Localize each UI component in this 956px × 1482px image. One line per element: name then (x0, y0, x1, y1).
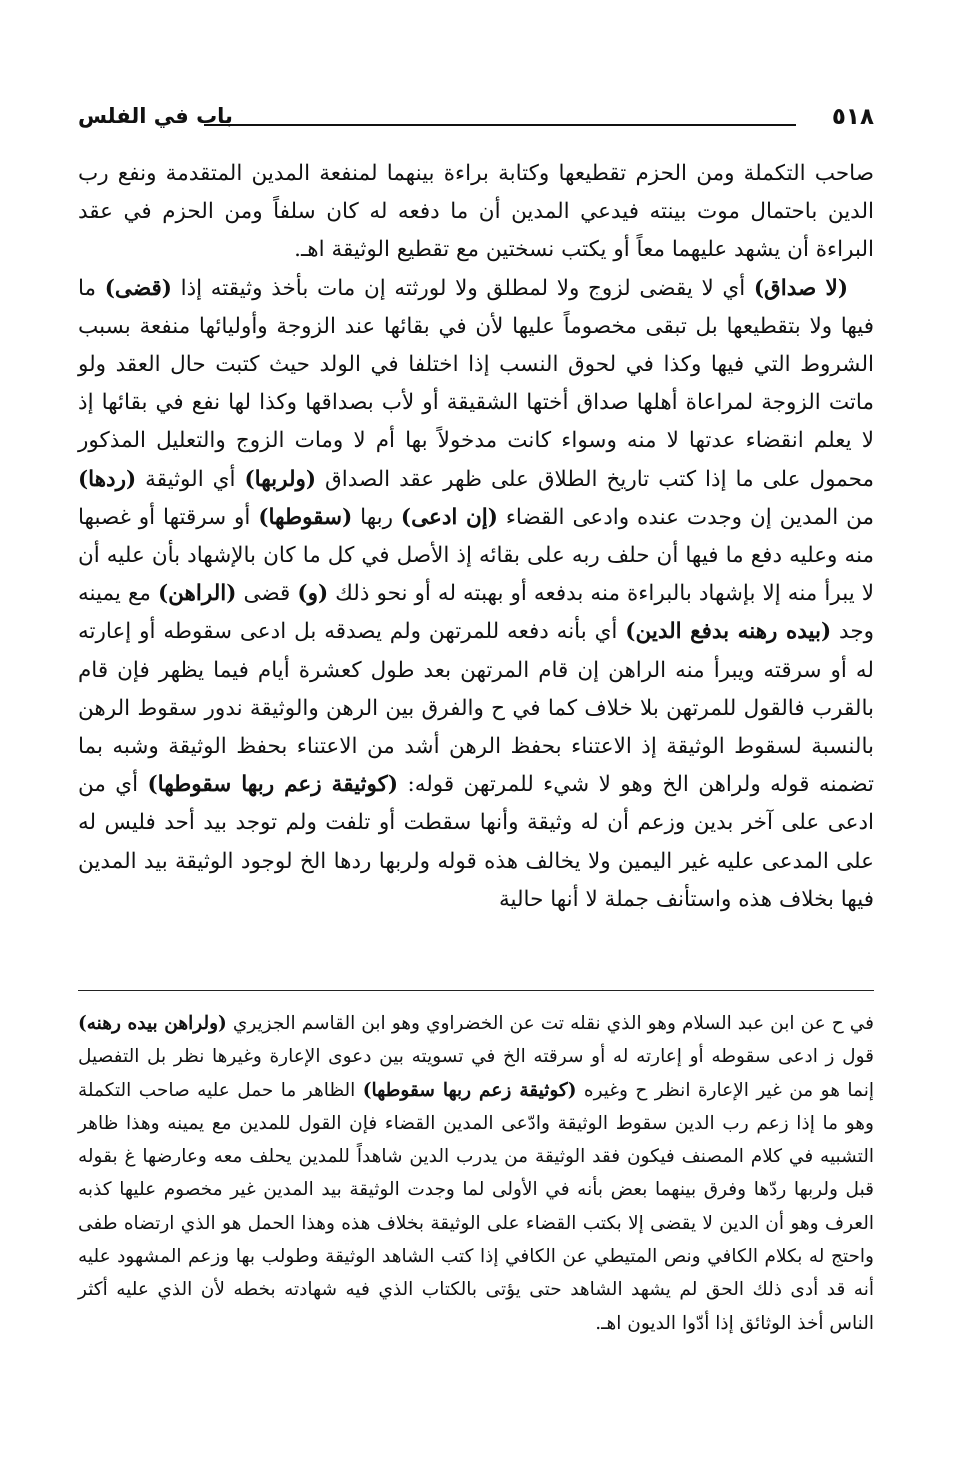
keyword: (ردها) (78, 466, 137, 492)
main-text (78, 155, 874, 919)
text-run: ربها (352, 504, 401, 530)
keyword: (سقوطها) (258, 504, 353, 530)
text-run: من المدين إن وجدت عنده وادعى القضاء (497, 504, 875, 530)
page-number: ٥١٨ (831, 104, 874, 130)
keyword: (لا صداق) (753, 275, 848, 301)
footnote-separator (78, 990, 874, 991)
keyword: (كوثيقة زعم ربها سقوطها) (362, 1079, 577, 1101)
text-run: أي الوثيقة (136, 466, 245, 492)
text-run: قول ز ادعى سقوطه أو إعارته له أو سرقته الخ في تسويته بين دعوى الإعارة وغيرها نظر بل التفصيل إنما هو من غير الإعارة انظر ح وغيره (78, 1046, 875, 1101)
text-run: أو سرقتها أو غصبها منه وعليه دفع ما فيها أن حلف ربه على بقائه إذ الأصل في كل ما كان بالإشهاد بأن عليه أن لا يبرأ منه إلا بإشهاد بالبراءة منه بدفعه أو بهبته له أو نحو ذلك (78, 504, 875, 607)
keyword: (إن ادعى) (400, 504, 498, 530)
keyword: (ولراهن بيده رهنه) (78, 1013, 227, 1034)
text-run: مع يمينه وجد (78, 581, 874, 645)
text-run: في ح عن ابن عبد السلام وهو الذي نقله تت عن الخضراوي وهو ابن القاسم الجزيري (226, 1013, 874, 1034)
keyword: (قضى) (104, 275, 172, 301)
header-rule (204, 124, 796, 126)
paragraph-2 (78, 270, 874, 919)
keyword: (بيده رهنه بدفع الدين) (625, 619, 832, 645)
footnote-paragraph (78, 1007, 874, 1340)
text-run: ما فيها ولا بتقطيعها بل تبقى مخصوماً عليها لأن في بقائها عند الزوجة وأوليائها منفعة بسبب الشروط التي فيها وكذا في لحوق النسب إذا اختلفا في الولد حيث كتبت حال العقد ولو ماتت الزوجة لمراعاة أهلها صداق أختها الشقيقة أو لأب بصداقها وكذا لها نفع في بقائها إذ لا يعلم انقضاء عدتها لا منه وسواء كانت مدخولاً بها أم لا ومات الزوج والتعليل المذكور محمول على ما إذا كتب تاريخ الطلاق على ظهر عقد الصداق (78, 275, 875, 492)
text-run: قضى (236, 581, 298, 607)
text-run: أي بأنه دفعه للمرتهن ولم يصدقه بل ادعى سقوطه أو إعارته له أو سرقته ويبرأ منه الراهن إن قام المرتهن بعد طول كعشرة أيام فيما يظهر فإن قام بالقرب فالقول للمرتهن بلا خلاف كما في ح والفرق بين الرهن والوثيقة ندور سقوط الرهن بالنسبة لسقوط الوثيقة إذ الاعتناء بحفظ الرهن أشد من الاعتناء بحفظ الوثيقة وشبه بما تضمنه قوله ولراهن الخ وهو لا شيء للمرتهن قوله: (78, 619, 875, 798)
chapter-title: باب في الفلس (78, 104, 233, 128)
footnote (78, 1007, 874, 1340)
paragraph-1: صاحب التكملة ومن الحزم تقطيعها وكتابة براءة بينهما لمنفعة المدين المتقدمة ونفع رب الدين باحتمال موت بينته فيدعي المدين أن ما دفعه له كان سلفاً ومن الحزم في عقد البراءة أن يشهد عليهما معاً أو يكتب نسختين مع تقطيع الوثيقة اهـ. (78, 161, 874, 263)
keyword: (كوثيقة زعم ربها سقوطها) (147, 772, 399, 798)
keyword: (الراهن) (158, 581, 237, 607)
page-header (78, 100, 874, 140)
text-run: الظاهر ما حمل عليه صاحب التكملة وهو ما إذا زعم رب الدين سقوط الوثيقة وادّعى المدين القضاء فإن القول للمدين مع يمينه وهذا ظاهر التشبيه في كلام المصنف فيكون فقد الوثيقة من يدرب الدين شاهداً للمدين يحلف معه وعارضها غ بقوله قبل ولربها ردّها وفرق بينهما بعض بأنه في الأولى لما وجدت الوثيقة بيد المدين غير مخصوم عليها كذبه العرف وهو أن الدين لا يقضى إلا بكتب القضاء على الوثيقة بخلاف هذه وهذا الحمل هو الذي ارتضاه طفى واحتج له بكلام الكافي ونص المتيطي عن الكافي إذا كتب الشاهد الوثيقة وطولب بها وزعم المشهود عليه أنه قد أدى ذلك الحق لم يشهد الشاهد حتى يؤتى بالكتاب الذي فيه شهادته بخطه لأن الذي عليه أكثر الناس أخذ الوثائق إذا أدّوا الديون اهـ. (78, 1079, 874, 1334)
keyword: (و) (297, 581, 329, 607)
keyword: (ولربها) (244, 466, 317, 492)
text-run: أي لا يقضى لزوج ولا لمطلق ولا لورثته إن مات بأخذ وثيقته إذا (171, 275, 754, 301)
text-run: أي من ادعى على آخر بدين وزعم أن له وثيقة وأنها سقطت أو تلفت ولم توجد بيد أحد فليس له على المدعى عليه غير اليمين ولا يخالف هذه قوله ولربها ردها الخ لوجود الوثيقة بيد المدين فيها بخلاف هذه واستأنف جملة لا أنها حالية (78, 772, 874, 912)
